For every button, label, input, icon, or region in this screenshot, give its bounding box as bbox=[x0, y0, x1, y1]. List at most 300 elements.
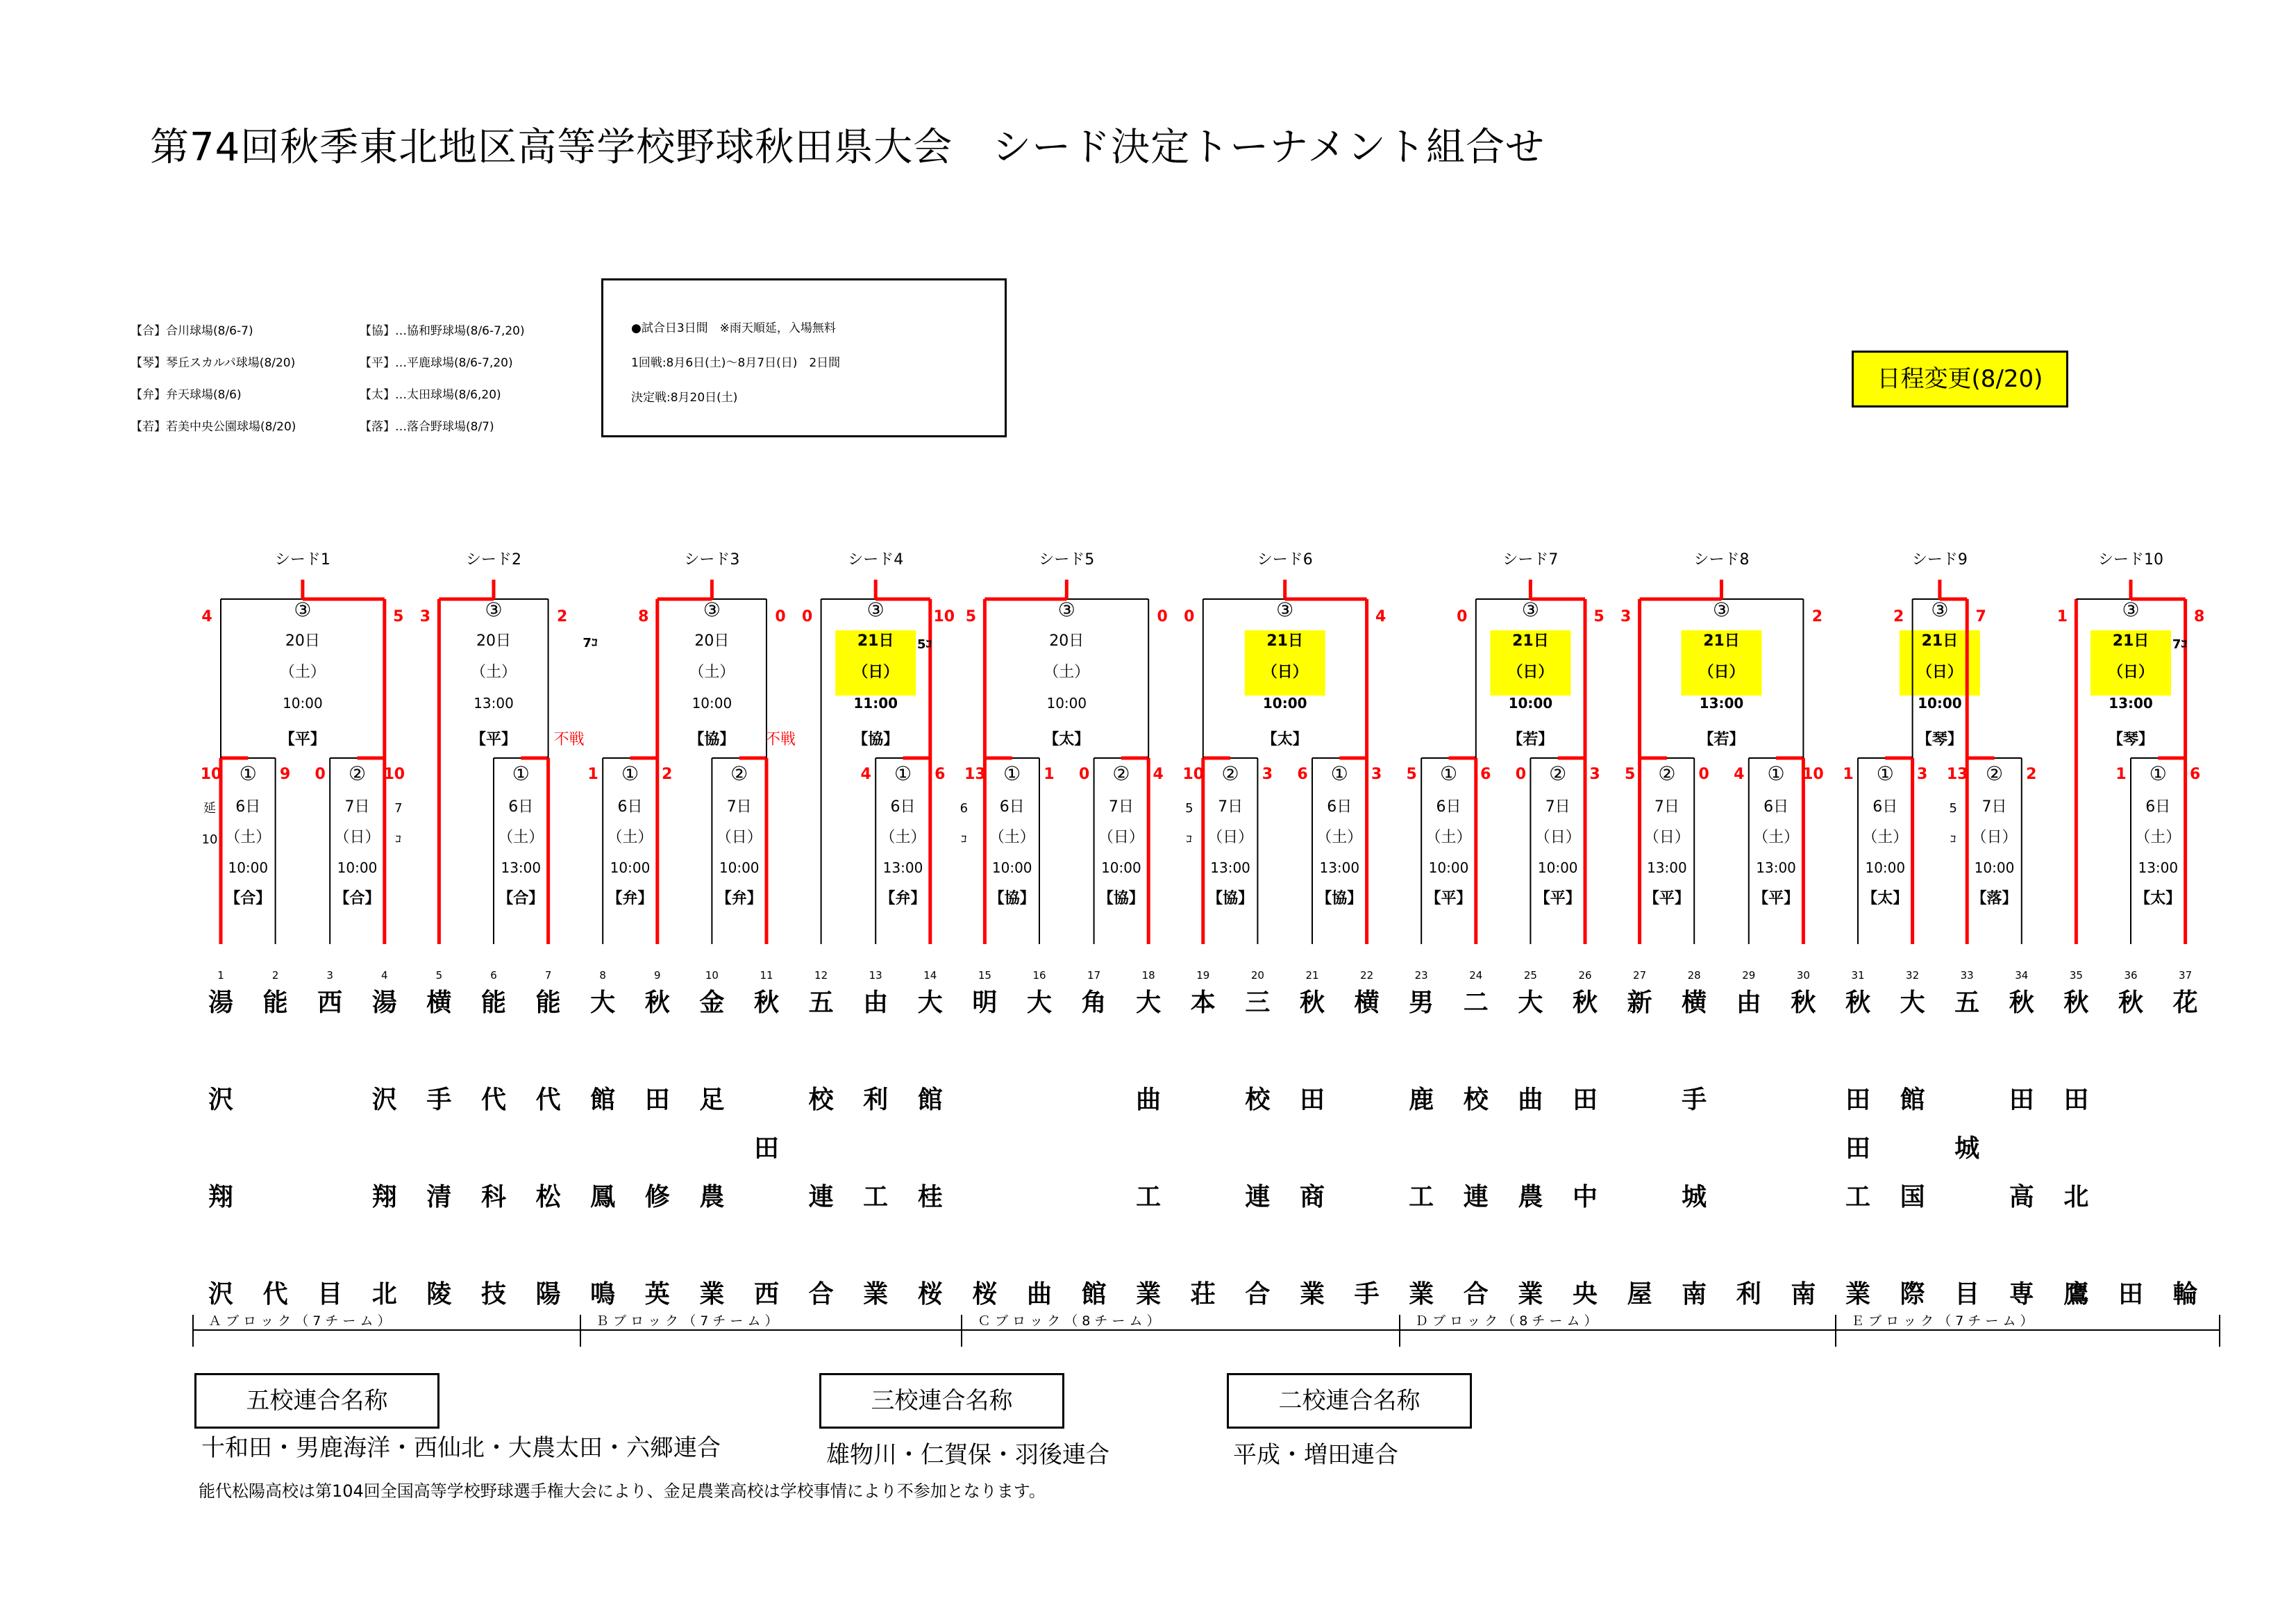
team-name-char: 秋 bbox=[2009, 989, 2034, 1017]
team-name-char: 田 bbox=[1572, 1086, 1598, 1114]
final-date: 21日 bbox=[1266, 632, 1304, 650]
team-name-char: 鳳 bbox=[590, 1183, 616, 1211]
match-number: ② bbox=[730, 762, 748, 785]
team-name-char: 松 bbox=[535, 1183, 561, 1211]
called-game-note: 7ｺ bbox=[2172, 637, 2188, 652]
team-number: 27 bbox=[1633, 969, 1647, 982]
team-name-char: 業 bbox=[1136, 1280, 1162, 1309]
team-number: 5 bbox=[435, 969, 443, 982]
match-score-right: 3 bbox=[1589, 766, 1600, 783]
final-venue: 【平】 bbox=[279, 731, 326, 748]
team-name-char: 西 bbox=[753, 1280, 779, 1309]
final-date: 20日 bbox=[694, 632, 730, 650]
final-venue: 【協】 bbox=[853, 731, 899, 748]
team-name-char: 由 bbox=[863, 989, 889, 1017]
team-name-char: 鷹 bbox=[2063, 1280, 2089, 1309]
team-name-char: 二 bbox=[1463, 989, 1489, 1017]
match-score-right: 6 bbox=[935, 766, 946, 783]
team-name-char: 能 bbox=[535, 989, 561, 1017]
final-venue: 【協】 bbox=[689, 731, 735, 748]
final-date: 21日 bbox=[1703, 632, 1740, 650]
match-score-right: 10 bbox=[1802, 766, 1824, 783]
team-name-char: 業 bbox=[1845, 1280, 1870, 1309]
final-dow: （日） bbox=[1916, 664, 1963, 681]
final-number: ③ bbox=[1931, 598, 1949, 621]
match-dow: （土） bbox=[498, 829, 544, 846]
final-score-right: 5 bbox=[393, 608, 404, 625]
team-name-char: 代 bbox=[262, 1280, 288, 1309]
final-score-left: 3 bbox=[419, 608, 431, 625]
called-game-note: 6 bbox=[960, 801, 969, 816]
team-name-char: 田 bbox=[2063, 1086, 2089, 1114]
joint-team-names-three: 雄物川・仁賀保・羽後連合 bbox=[826, 1441, 1109, 1469]
team-name-char: 角 bbox=[1081, 989, 1107, 1017]
final-date: 20日 bbox=[476, 632, 511, 650]
seed-label: シード6 bbox=[1257, 551, 1313, 569]
match-venue: 【協】 bbox=[989, 890, 1035, 907]
venue-legend-item: 【若】若美中央公園球場(8/20) bbox=[131, 420, 296, 434]
final-date: 20日 bbox=[1049, 632, 1084, 650]
team-number: 36 bbox=[2124, 969, 2138, 982]
match-score-right: 6 bbox=[2189, 766, 2201, 783]
team-name-char: 翔 bbox=[371, 1183, 397, 1211]
match-time: 10:00 bbox=[337, 859, 378, 876]
final-time: 10:00 bbox=[1918, 695, 1962, 712]
team-name-char: 工 bbox=[1409, 1183, 1434, 1211]
info-line: ●試合日3日間 ※雨天順延，入場無料 bbox=[631, 321, 836, 335]
team-name-char: 合 bbox=[1245, 1280, 1271, 1309]
final-venue: 【太】 bbox=[1044, 731, 1090, 748]
match-time: 10:00 bbox=[610, 859, 651, 876]
team-number: 12 bbox=[814, 969, 828, 982]
final-venue: 【平】 bbox=[470, 731, 517, 748]
match-number: ② bbox=[1658, 762, 1676, 785]
match-score-right: 1 bbox=[1044, 766, 1055, 783]
team-name-char: 工 bbox=[863, 1183, 889, 1211]
block-label: Ｃ ブ ロ ッ ク （ 8 チ ー ム ） bbox=[978, 1313, 1160, 1329]
match-dow: （日） bbox=[334, 829, 380, 846]
team-number: 19 bbox=[1196, 969, 1210, 982]
match-date: 6日 bbox=[890, 798, 916, 816]
team-name-char: 田 bbox=[1845, 1134, 1870, 1163]
match-venue: 【平】 bbox=[1753, 890, 1800, 907]
match-score-left: 13 bbox=[964, 766, 986, 783]
match-dow: （土） bbox=[880, 829, 926, 846]
team-name-char: 沢 bbox=[371, 1086, 397, 1114]
match-time: 10:00 bbox=[1101, 859, 1141, 876]
futaisen-note: 不戦 bbox=[553, 731, 585, 748]
extra-inning-note: 延 bbox=[203, 801, 216, 816]
final-dow: （土） bbox=[470, 664, 517, 681]
match-date: 6日 bbox=[1327, 798, 1352, 816]
team-name-char: 城 bbox=[1682, 1183, 1707, 1211]
team-name-char: 新 bbox=[1627, 989, 1652, 1017]
match-time: 10:00 bbox=[1428, 859, 1469, 876]
team-name-char: 男 bbox=[1409, 989, 1434, 1017]
team-number: 37 bbox=[2179, 969, 2193, 982]
match-score-right: 2 bbox=[662, 766, 673, 783]
team-name-char: 鳴 bbox=[590, 1280, 616, 1309]
team-name-char: 清 bbox=[426, 1183, 452, 1211]
team-number: 22 bbox=[1360, 969, 1374, 982]
team-name-char: 能 bbox=[480, 989, 506, 1017]
final-number: ③ bbox=[294, 598, 312, 621]
match-date: 7日 bbox=[1218, 798, 1243, 816]
final-number: ③ bbox=[866, 598, 885, 621]
team-name-char: 西 bbox=[317, 989, 343, 1017]
joint-team-names-two: 平成・増田連合 bbox=[1233, 1441, 1398, 1469]
team-name-char: 工 bbox=[1845, 1183, 1870, 1211]
called-game-note: 5 bbox=[1949, 801, 1957, 816]
final-score-left: 8 bbox=[638, 608, 649, 625]
team-name-char: 農 bbox=[699, 1183, 725, 1211]
venue-legend-item: 【琴】琴丘スカルパ球場(8/20) bbox=[131, 356, 296, 370]
match-score-left: 1 bbox=[2115, 766, 2127, 783]
team-name-char: 湯 bbox=[371, 989, 397, 1017]
match-date: 7日 bbox=[1654, 798, 1679, 816]
team-name-char: 曲 bbox=[1136, 1086, 1162, 1114]
match-venue: 【合】 bbox=[498, 890, 544, 907]
final-dow: （日） bbox=[1262, 664, 1308, 681]
team-name-char: 荘 bbox=[1190, 1280, 1216, 1309]
team-name-char: 利 bbox=[1736, 1280, 1761, 1309]
match-dow: （日） bbox=[1971, 829, 2018, 846]
match-number: ② bbox=[348, 762, 367, 785]
team-name-char: 業 bbox=[863, 1280, 889, 1309]
team-number: 10 bbox=[705, 969, 719, 982]
final-score-right: 4 bbox=[1375, 608, 1386, 625]
team-name-char: 工 bbox=[1136, 1183, 1162, 1211]
match-date: 6日 bbox=[1436, 798, 1461, 816]
venue-legend-item: 【太】…太田球場(8/6,20) bbox=[360, 388, 501, 402]
final-score-right: 2 bbox=[1811, 608, 1823, 625]
match-time: 13:00 bbox=[1647, 859, 1687, 876]
venue-legend-item: 【平】…平鹿球場(8/6-7,20) bbox=[360, 356, 513, 370]
team-name-char: 曲 bbox=[1026, 1280, 1052, 1309]
team-name-char: 横 bbox=[1354, 989, 1380, 1017]
match-number: ② bbox=[1985, 762, 2004, 785]
venue-legend-item: 【合】合川球場(8/6-7) bbox=[131, 324, 253, 338]
team-name-char: 三 bbox=[1245, 989, 1271, 1017]
final-time: 10:00 bbox=[283, 695, 323, 712]
venue-legend-item: 【落】…落合野球場(8/7) bbox=[360, 420, 494, 434]
team-name-char: 目 bbox=[317, 1280, 343, 1309]
match-number: ② bbox=[1112, 762, 1130, 785]
match-dow: （土） bbox=[225, 829, 271, 846]
team-name-char: 館 bbox=[1081, 1280, 1107, 1309]
team-name-char: 大 bbox=[1136, 989, 1162, 1017]
final-date: 21日 bbox=[1921, 632, 1959, 650]
team-name-char: 秋 bbox=[1572, 989, 1598, 1017]
block-label: Ｅ ブ ロ ッ ク （ 7 チ ー ム ） bbox=[1851, 1313, 2034, 1329]
match-venue: 【平】 bbox=[1643, 890, 1690, 907]
team-name-char: 代 bbox=[480, 1086, 506, 1114]
team-name-char: 桜 bbox=[972, 1280, 998, 1309]
team-name-char: 由 bbox=[1736, 989, 1761, 1017]
final-number: ③ bbox=[1521, 598, 1539, 621]
match-score-left: 5 bbox=[1406, 766, 1417, 783]
match-score-right: 3 bbox=[1262, 766, 1273, 783]
called-game-note: ｺ bbox=[1186, 832, 1193, 847]
team-number: 3 bbox=[326, 969, 333, 982]
final-number: ③ bbox=[1057, 598, 1075, 621]
match-date: 6日 bbox=[2145, 798, 2171, 816]
match-date: 6日 bbox=[235, 798, 261, 816]
match-time: 13:00 bbox=[1319, 859, 1360, 876]
footnote: 能代松陽高校は第104回全国高等学校野球選手権大会により、金足農業高校は学校事情により不参加となります。 bbox=[199, 1481, 1046, 1501]
match-score-left: 1 bbox=[1843, 766, 1854, 783]
final-time: 13:00 bbox=[474, 695, 514, 712]
final-score-left: 1 bbox=[2056, 608, 2068, 625]
match-date: 6日 bbox=[508, 798, 534, 816]
team-name-char: 田 bbox=[1845, 1086, 1870, 1114]
seed-label: シード4 bbox=[848, 551, 904, 569]
match-time: 10:00 bbox=[1974, 859, 2015, 876]
schedule-change-badge: 日程変更(8/20) bbox=[1852, 351, 2068, 407]
team-number: 30 bbox=[1796, 969, 1810, 982]
team-number: 26 bbox=[1578, 969, 1592, 982]
final-time: 10:00 bbox=[692, 695, 732, 712]
match-time: 13:00 bbox=[882, 859, 923, 876]
futaisen-note: 不戦 bbox=[764, 731, 796, 748]
match-number: ① bbox=[1767, 762, 1785, 785]
match-venue: 【弁】 bbox=[607, 890, 653, 907]
team-name-char: 合 bbox=[808, 1280, 834, 1309]
final-dow: （土） bbox=[279, 664, 326, 681]
final-venue: 【若】 bbox=[1698, 731, 1745, 748]
joint-team-label-five: 五校連合名称 bbox=[194, 1373, 439, 1429]
final-score-left: 0 bbox=[1457, 608, 1468, 625]
seed-label: シード9 bbox=[1911, 551, 1968, 569]
team-number: 31 bbox=[1851, 969, 1865, 982]
match-score-left: 5 bbox=[1624, 766, 1636, 783]
match-time: 10:00 bbox=[719, 859, 760, 876]
match-number: ① bbox=[1876, 762, 1894, 785]
team-name-char: 桜 bbox=[917, 1280, 943, 1309]
team-name-char: 校 bbox=[1245, 1086, 1271, 1114]
match-date: 7日 bbox=[1981, 798, 2007, 816]
venue-legend-item: 【弁】弁天球場(8/6) bbox=[131, 388, 242, 402]
match-venue: 【合】 bbox=[334, 890, 380, 907]
final-score-left: 5 bbox=[965, 608, 977, 625]
called-game-note: ｺ bbox=[1950, 832, 1956, 847]
final-venue: 【太】 bbox=[1262, 731, 1308, 748]
team-name-char: 南 bbox=[1791, 1280, 1816, 1309]
team-name-char: 高 bbox=[2009, 1183, 2034, 1211]
match-venue: 【太】 bbox=[1862, 890, 1909, 907]
team-number: 13 bbox=[869, 969, 882, 982]
team-number: 23 bbox=[1414, 969, 1428, 982]
match-dow: （土） bbox=[2135, 829, 2181, 846]
team-name-char: 横 bbox=[1682, 989, 1707, 1017]
team-name-char: 大 bbox=[590, 989, 616, 1017]
final-score-left: 3 bbox=[1620, 608, 1632, 625]
called-game-note: ｺ bbox=[960, 832, 967, 847]
team-name-char: 田 bbox=[753, 1134, 779, 1163]
team-name-char: 田 bbox=[2118, 1280, 2143, 1309]
final-score-left: 4 bbox=[201, 608, 212, 625]
venue-legend-item: 【協】…協和野球場(8/6-7,20) bbox=[360, 324, 525, 338]
team-name-char: 館 bbox=[590, 1086, 616, 1114]
team-number: 29 bbox=[1742, 969, 1756, 982]
team-name-char: 大 bbox=[917, 989, 943, 1017]
final-number: ③ bbox=[703, 598, 721, 621]
match-score-right: 0 bbox=[1698, 766, 1709, 783]
team-number: 7 bbox=[544, 969, 552, 982]
final-score-left: 0 bbox=[1184, 608, 1195, 625]
team-name-char: 科 bbox=[480, 1183, 506, 1211]
final-dow: （土） bbox=[689, 664, 735, 681]
team-name-char: 技 bbox=[480, 1280, 506, 1309]
match-dow: （日） bbox=[1098, 829, 1144, 846]
final-venue: 【琴】 bbox=[2107, 731, 2154, 748]
match-venue: 【太】 bbox=[2135, 890, 2181, 907]
team-name-char: 大 bbox=[1518, 989, 1543, 1017]
final-score-left: 2 bbox=[1893, 608, 1904, 625]
team-name-char: 連 bbox=[1245, 1183, 1271, 1211]
team-name-char: 田 bbox=[2009, 1086, 2034, 1114]
match-dow: （日） bbox=[1643, 829, 1690, 846]
team-name-char: 金 bbox=[699, 989, 725, 1017]
final-number: ③ bbox=[2122, 598, 2140, 621]
match-score-left: 0 bbox=[1515, 766, 1527, 783]
match-date: 7日 bbox=[344, 798, 370, 816]
team-name-char: 陵 bbox=[426, 1280, 452, 1309]
match-number: ② bbox=[1549, 762, 1567, 785]
team-number: 17 bbox=[1087, 969, 1101, 982]
final-dow: （日） bbox=[1698, 664, 1745, 681]
team-name-char: 手 bbox=[1682, 1086, 1707, 1114]
match-score-left: 1 bbox=[587, 766, 598, 783]
team-name-char: 鹿 bbox=[1409, 1086, 1434, 1114]
match-venue: 【落】 bbox=[1971, 890, 2018, 907]
team-number: 25 bbox=[1523, 969, 1537, 982]
match-venue: 【平】 bbox=[1425, 890, 1472, 907]
final-score-right: 8 bbox=[2193, 608, 2205, 625]
team-name-char: 専 bbox=[2009, 1280, 2034, 1309]
team-number: 2 bbox=[271, 969, 279, 982]
match-dow: （日） bbox=[716, 829, 762, 846]
team-name-char: 湯 bbox=[208, 989, 233, 1017]
team-name-char: 屋 bbox=[1627, 1280, 1652, 1309]
final-time: 13:00 bbox=[2109, 695, 2153, 712]
match-time: 13:00 bbox=[2138, 859, 2179, 876]
team-name-char: 田 bbox=[1299, 1086, 1325, 1114]
match-score-left: 13 bbox=[1946, 766, 1968, 783]
team-number: 15 bbox=[978, 969, 991, 982]
match-score-right: 4 bbox=[1153, 766, 1164, 783]
seed-label: シード7 bbox=[1502, 551, 1559, 569]
match-venue: 【弁】 bbox=[880, 890, 926, 907]
match-score-right: 2 bbox=[2026, 766, 2037, 783]
match-venue: 【協】 bbox=[1316, 890, 1363, 907]
final-score-right: 2 bbox=[556, 608, 568, 625]
team-name-char: 北 bbox=[2063, 1183, 2089, 1211]
extra-inning-note: 10 bbox=[201, 832, 218, 847]
called-game-note: ｺ bbox=[395, 832, 402, 847]
match-dow: （土） bbox=[607, 829, 653, 846]
match-number: ① bbox=[512, 762, 530, 785]
joint-team-names-five: 十和田・男鹿海洋・西仙北・大農太田・六郷連合 bbox=[201, 1434, 721, 1462]
match-time: 10:00 bbox=[228, 859, 269, 876]
match-number: ① bbox=[894, 762, 912, 785]
match-time: 13:00 bbox=[1210, 859, 1250, 876]
match-dow: （日） bbox=[1207, 829, 1254, 846]
match-score-left: 0 bbox=[1078, 766, 1090, 783]
team-name-char: 連 bbox=[1463, 1183, 1489, 1211]
team-number: 20 bbox=[1250, 969, 1264, 982]
info-line: 決定戦:8月20日(土) bbox=[631, 391, 738, 405]
called-game-note: 5 bbox=[1185, 801, 1193, 816]
team-name-char: 翔 bbox=[208, 1183, 233, 1211]
final-time: 11:00 bbox=[853, 695, 898, 712]
final-date: 21日 bbox=[857, 632, 894, 650]
team-name-char: 五 bbox=[1954, 989, 1980, 1017]
match-score-left: 10 bbox=[200, 766, 222, 783]
team-name-char: 代 bbox=[535, 1086, 561, 1114]
team-name-char: 足 bbox=[699, 1086, 725, 1114]
team-name-char: 農 bbox=[1518, 1183, 1543, 1211]
team-name-char: 業 bbox=[1518, 1280, 1543, 1309]
final-score-right: 5 bbox=[1593, 608, 1604, 625]
match-score-left: 4 bbox=[860, 766, 871, 783]
team-name-char: 業 bbox=[699, 1280, 725, 1309]
final-score-right: 0 bbox=[775, 608, 786, 625]
seed-label: シード2 bbox=[466, 551, 521, 569]
joint-team-label-three: 三校連合名称 bbox=[819, 1373, 1064, 1429]
team-name-char: 桂 bbox=[917, 1183, 943, 1211]
team-name-char: 秋 bbox=[644, 989, 670, 1017]
match-score-right: 3 bbox=[1371, 766, 1382, 783]
match-score-left: 4 bbox=[1734, 766, 1745, 783]
team-name-char: 輪 bbox=[2172, 1280, 2198, 1309]
match-dow: （日） bbox=[1534, 829, 1581, 846]
final-date: 20日 bbox=[285, 632, 320, 650]
team-name-char: 館 bbox=[917, 1086, 943, 1114]
final-venue: 【琴】 bbox=[1916, 731, 1963, 748]
joint-team-label-two: 二校連合名称 bbox=[1227, 1373, 1472, 1429]
team-name-char: 校 bbox=[1463, 1086, 1489, 1114]
team-name-char: 利 bbox=[863, 1086, 889, 1114]
match-score-right: 3 bbox=[1916, 766, 1928, 783]
team-name-char: 秋 bbox=[1845, 989, 1870, 1017]
team-number: 35 bbox=[2069, 969, 2083, 982]
match-time: 10:00 bbox=[1865, 859, 1906, 876]
team-name-char: 手 bbox=[426, 1086, 452, 1114]
match-date: 6日 bbox=[617, 798, 643, 816]
team-name-char: 秋 bbox=[1791, 989, 1816, 1017]
match-date: 7日 bbox=[726, 798, 752, 816]
match-score-right: 9 bbox=[279, 766, 291, 783]
match-venue: 【協】 bbox=[1098, 890, 1144, 907]
match-score-right: 10 bbox=[383, 766, 405, 783]
team-name-char: 目 bbox=[1954, 1280, 1980, 1309]
seed-label: シード8 bbox=[1693, 551, 1750, 569]
team-name-char: 合 bbox=[1463, 1280, 1489, 1309]
team-name-char: 秋 bbox=[753, 989, 779, 1017]
final-time: 10:00 bbox=[1262, 695, 1307, 712]
match-number: ① bbox=[1003, 762, 1021, 785]
match-venue: 【合】 bbox=[225, 890, 271, 907]
team-name-char: 本 bbox=[1190, 989, 1216, 1017]
team-name-char: 田 bbox=[644, 1086, 670, 1114]
called-game-note: 5ｺ bbox=[917, 637, 932, 652]
team-name-char: 国 bbox=[1900, 1183, 1925, 1211]
final-time: 10:00 bbox=[1046, 695, 1087, 712]
team-number: 34 bbox=[2015, 969, 2029, 982]
team-name-char: 修 bbox=[644, 1183, 670, 1211]
called-game-note: 7ｺ bbox=[583, 636, 598, 650]
